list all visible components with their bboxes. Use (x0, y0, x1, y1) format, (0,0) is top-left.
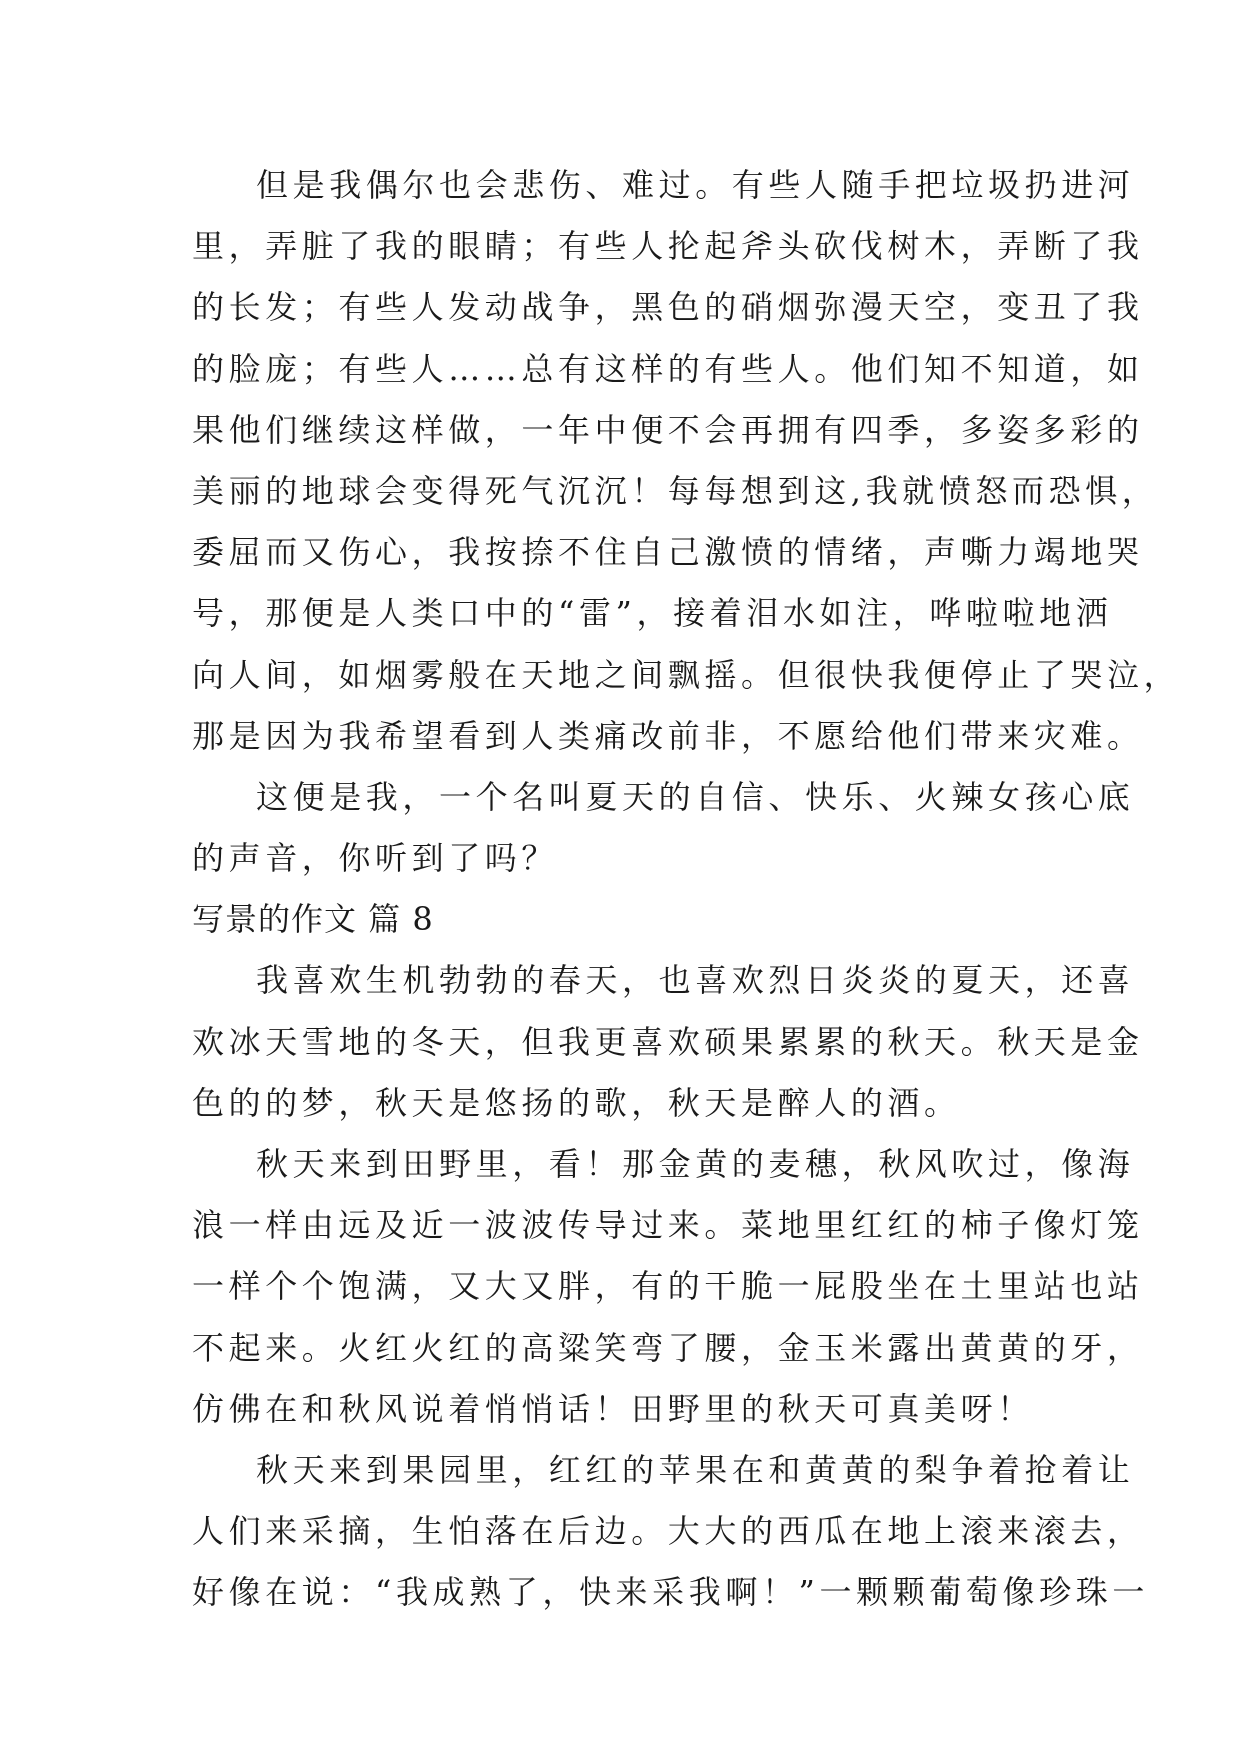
text-line: 向人间，如烟雾般在天地之间飘摇。但很快我便停止了哭泣， (192, 655, 1181, 694)
text-line: 的长发；有些人发动战争，黑色的硝烟弥漫天空，变丑了我 (192, 288, 1144, 327)
text-line: 里，弄脏了我的眼睛；有些人抡起斧头砍伐树木，弄断了我 (192, 227, 1144, 266)
text-line: 的声音，你听到了吗？ (192, 839, 559, 878)
text-line: 秋天来到果园里，红红的苹果在和黄黄的梨争着抢着让 (256, 1450, 1135, 1489)
text-line: 的脸庞；有些人……总有这样的有些人。他们知不知道，如 (192, 349, 1144, 388)
text-line: 人们来采摘，生怕落在后边。大大的西瓜在地上滚来滚去， (192, 1512, 1144, 1551)
text-line: 浪一样由远及近一波波传导过来。菜地里红红的柿子像灯笼 (192, 1206, 1144, 1245)
text-line: 仿佛在和秋风说着悄悄话！田野里的秋天可真美呀！ (192, 1389, 1034, 1428)
text-line: 这便是我，一个名叫夏天的自信、快乐、火辣女孩心底 (256, 777, 1135, 816)
text-line: 欢冰天雪地的冬天，但我更喜欢硕果累累的秋天。秋天是金 (192, 1022, 1144, 1061)
text-line: 号，那便是人类口中的“雷”，接着泪水如注，哗啦啦地洒 (192, 594, 1113, 633)
text-line: 我喜欢生机勃勃的春天，也喜欢烈日炎炎的夏天，还喜 (256, 961, 1135, 1000)
text-line: 那是因为我希望看到人类痛改前非，不愿给他们带来灾难。 (192, 716, 1144, 755)
text-line: 美丽的地球会变得死气沉沉！每每想到这,我就愤怒而恐惧， (192, 471, 1159, 510)
text-line: 秋天来到田野里，看！那金黄的麦穗，秋风吹过，像海 (256, 1145, 1135, 1183)
text-line: 果他们继续这样做，一年中便不会再拥有四季，多姿多彩的 (192, 410, 1144, 449)
text-line: 好像在说：“我成熟了，快来采我啊！”一颗颗葡萄像珍珠一 (192, 1573, 1149, 1612)
text-line: 色的的梦，秋天是悠扬的歌，秋天是醉人的酒。 (192, 1083, 961, 1122)
text-line: 不起来。火红火红的高粱笑弯了腰，金玉米露出黄黄的牙， (192, 1328, 1144, 1367)
text-line: 委屈而又伤心，我按捺不住自己激愤的情绪，声嘶力竭地哭 (192, 533, 1144, 572)
text-line: 一样个个饱满，又大又胖，有的干脆一屁股坐在土里站也站 (192, 1267, 1144, 1306)
document-body (192, 155, 1181, 1624)
text-line: 但是我偶尔也会悲伤、难过。有些人随手把垃圾扔进河 (256, 166, 1135, 204)
section-heading: 写景的作文 篇 8 (192, 900, 434, 939)
